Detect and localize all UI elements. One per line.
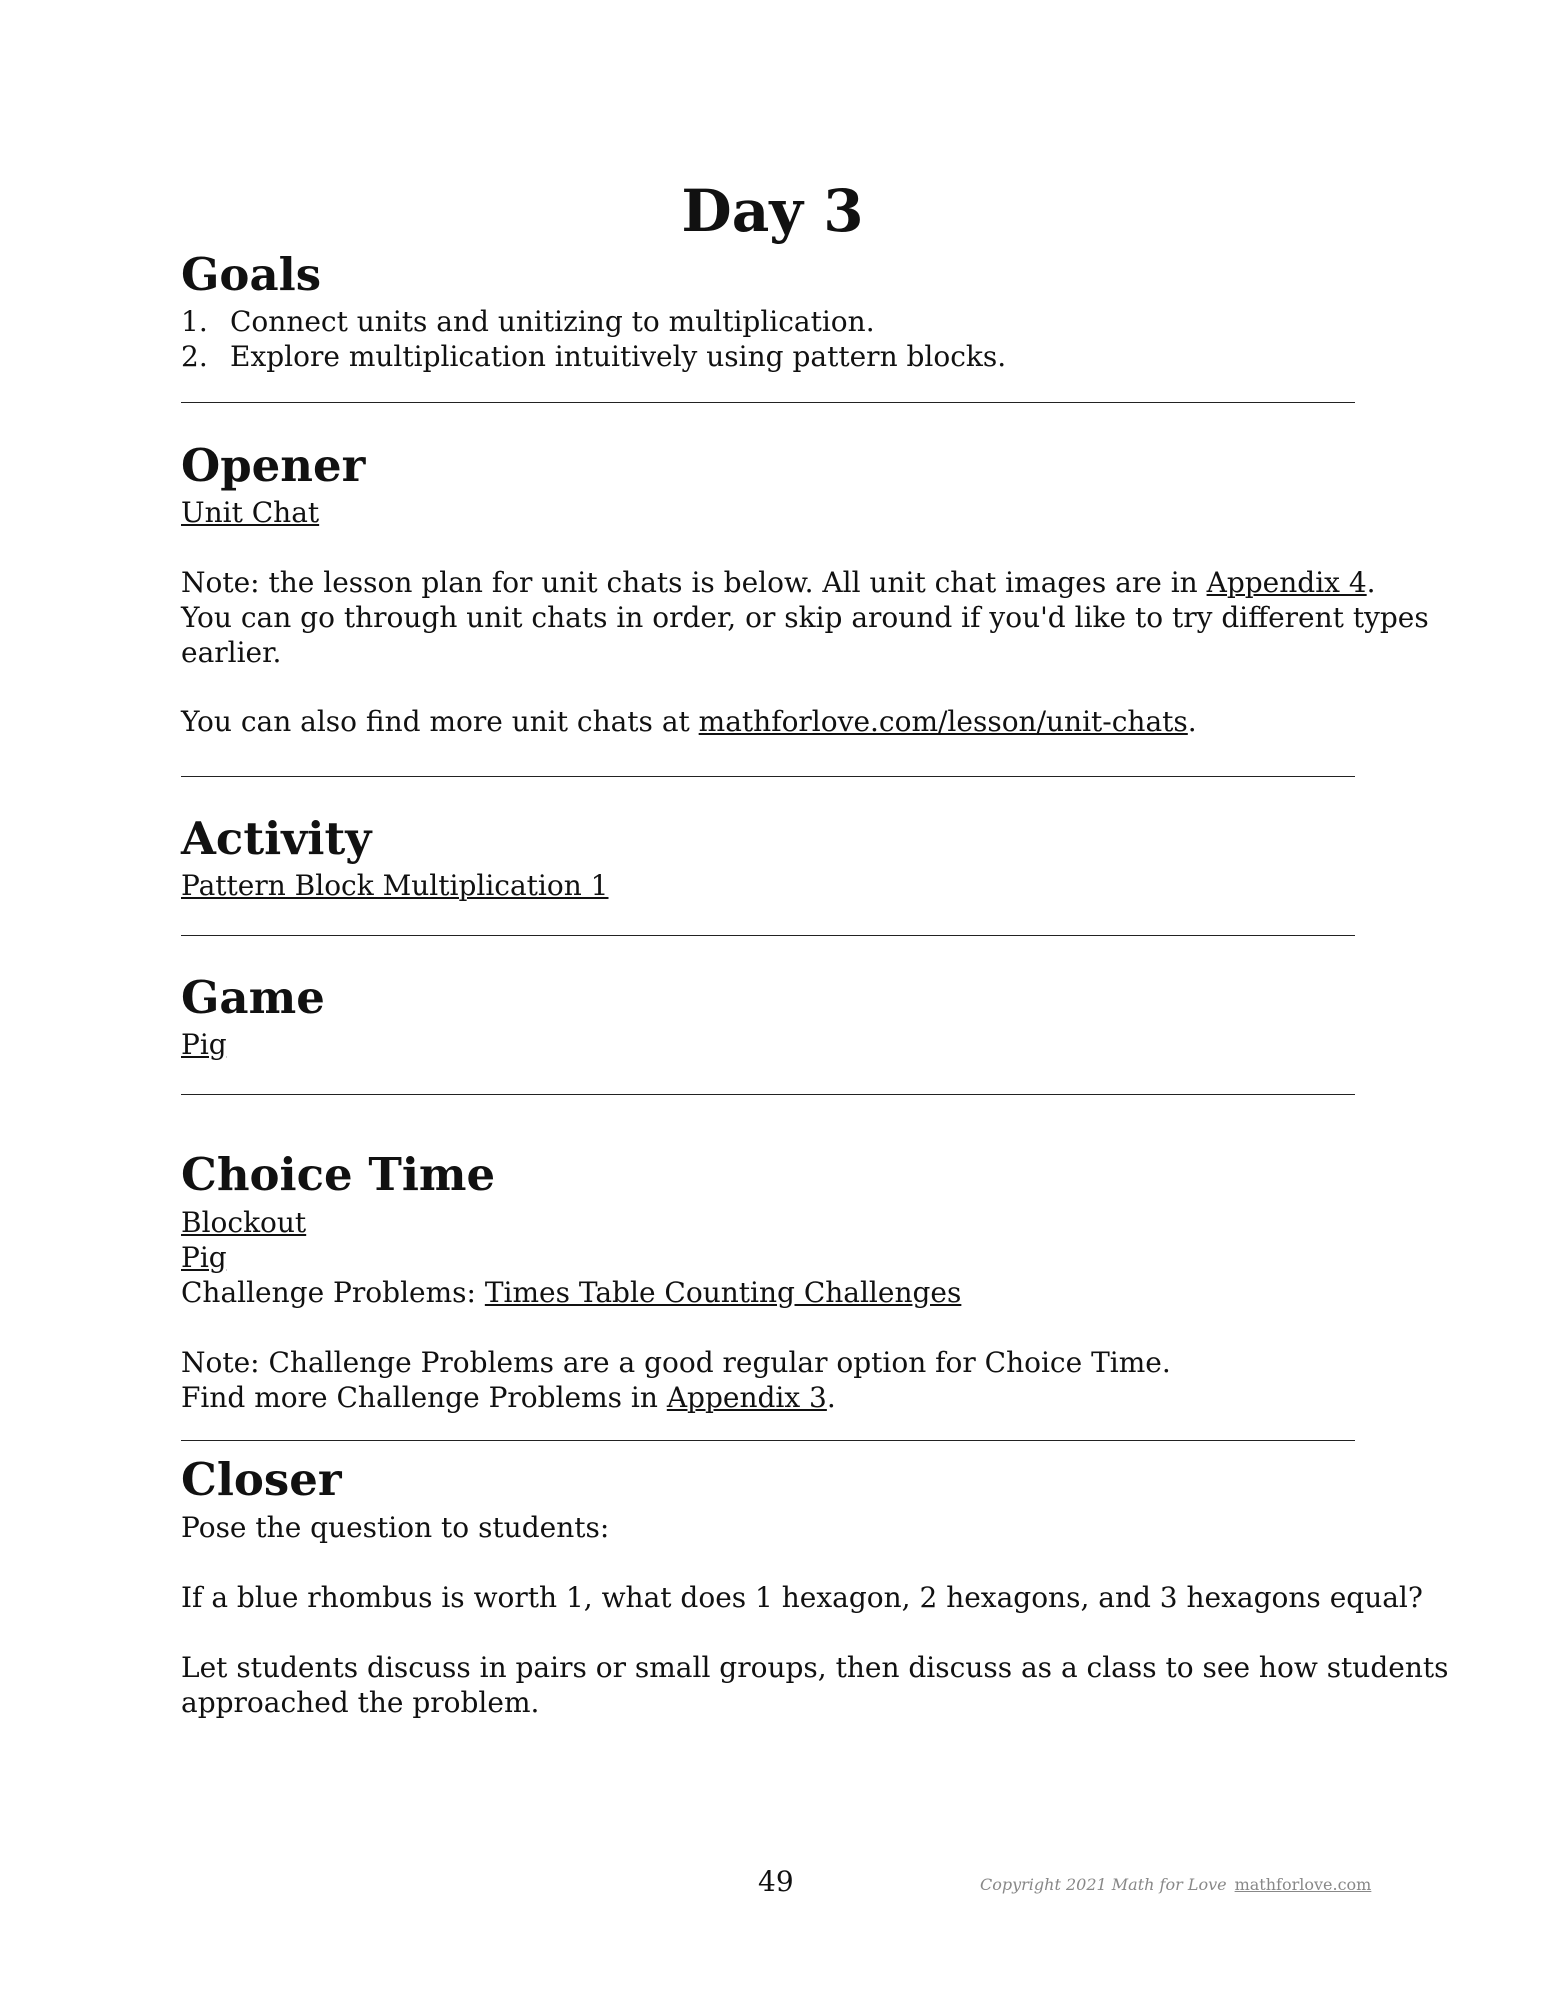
appendix-4-link[interactable]: Appendix 4 <box>1206 566 1367 599</box>
opener-more-line <box>181 704 1197 739</box>
pig-choice-link[interactable]: Pig <box>181 1241 227 1274</box>
goal-text-1: Connect units and unitizing to multiplication. <box>230 305 875 338</box>
section-divider <box>181 935 1355 936</box>
closer-line-4: approached the problem. <box>181 1686 540 1719</box>
challenge-problems-line <box>181 1275 961 1310</box>
unit-chat-link[interactable]: Unit Chat <box>181 496 320 529</box>
copyright-text: Copyright 2021 Math for Love <box>980 1875 1227 1894</box>
challenge-problems-label: Challenge Problems: <box>181 1276 485 1309</box>
opener-note-line-2: You can go through unit chats in order, or skip around if you'd like to try different types <box>181 601 1429 634</box>
opener-item <box>181 495 319 530</box>
choice-note-text: Find more Challenge Problems in <box>181 1381 667 1414</box>
game-heading: Game <box>181 971 325 1024</box>
opener-more-period: . <box>1187 705 1197 738</box>
choice-note-period: . <box>826 1381 836 1414</box>
closer-line-1: Pose the question to students: <box>181 1511 610 1544</box>
page-title: Day 3 <box>681 177 864 245</box>
choice-item-2 <box>181 1240 227 1275</box>
choice-item-1 <box>181 1205 306 1240</box>
choice-time-heading: Choice Time <box>181 1148 496 1201</box>
closer-line-3: Let students discuss in pairs or small groups, then discuss as a class to see how students <box>181 1651 1449 1684</box>
appendix-3-link[interactable]: Appendix 3 <box>666 1381 827 1414</box>
section-divider <box>181 1440 1355 1441</box>
goal-item-2 <box>181 339 1006 374</box>
goal-item-1 <box>181 304 875 339</box>
page-number: 49 <box>758 1865 794 1898</box>
copyright-notice <box>980 1875 1371 1894</box>
choice-note-line-2 <box>181 1380 836 1415</box>
closer-line-2: If a blue rhombus is worth 1, what does 1 hexagon, 2 hexagons, and 3 hexagons equal? <box>181 1581 1423 1614</box>
goal-number-1: 1. <box>181 305 208 338</box>
game-item <box>181 1027 227 1062</box>
opener-heading: Opener <box>181 439 366 492</box>
pattern-block-multiplication-link[interactable]: Pattern Block Multiplication 1 <box>181 869 609 902</box>
unit-chats-site-link[interactable]: mathforlove.com/lesson/unit-chats <box>698 705 1188 738</box>
section-divider <box>181 402 1355 403</box>
goal-number-2: 2. <box>181 340 208 373</box>
mathforlove-site-link[interactable]: mathforlove.com <box>1234 1875 1372 1894</box>
section-divider <box>181 1094 1355 1095</box>
opener-more-text: You can also find more unit chats at <box>181 705 699 738</box>
goal-text-2: Explore multiplication intuitively using pattern blocks. <box>230 340 1007 373</box>
section-divider <box>181 776 1355 777</box>
opener-note-line-1 <box>181 565 1376 600</box>
goals-heading: Goals <box>181 248 322 301</box>
opener-note-line-3: earlier. <box>181 636 282 669</box>
closer-heading: Closer <box>181 1453 342 1506</box>
pig-game-link[interactable]: Pig <box>181 1028 227 1061</box>
opener-note-period: . <box>1366 566 1376 599</box>
opener-note-text: Note: the lesson plan for unit chats is below. All unit chat images are in <box>181 566 1207 599</box>
activity-heading: Activity <box>181 812 372 865</box>
choice-note-line-1: Note: Challenge Problems are a good regular option for Choice Time. <box>181 1346 1171 1379</box>
blockout-link[interactable]: Blockout <box>181 1206 307 1239</box>
activity-item <box>181 868 609 903</box>
times-table-challenges-link[interactable]: Times Table Counting Challenges <box>484 1276 962 1309</box>
